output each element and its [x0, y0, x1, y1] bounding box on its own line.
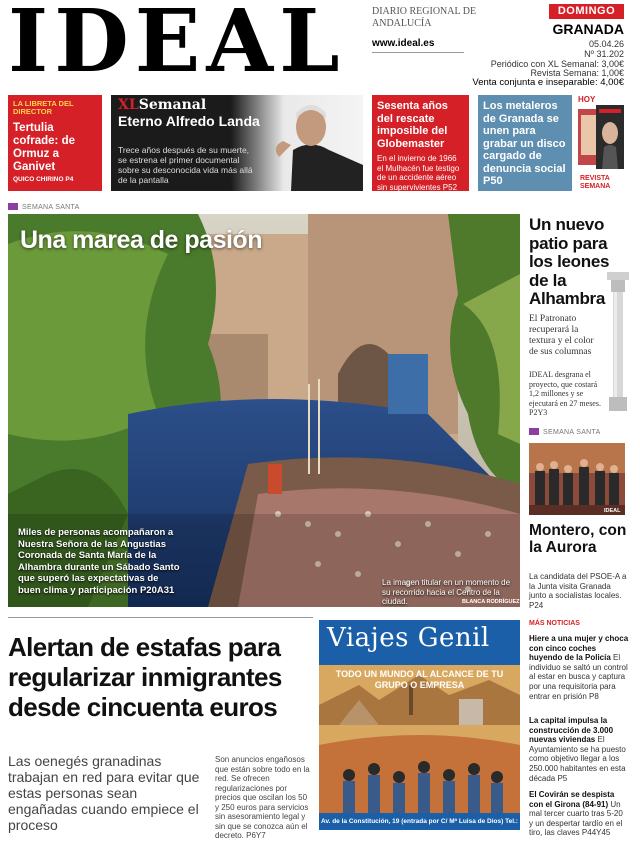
hoy-magazine-name: REVISTA SEMANA [580, 175, 611, 190]
revista-semana-teaser[interactable] [578, 95, 628, 195]
newspaper-logo: IDEAL [8, 0, 346, 92]
section-label: SEMANA SANTA [8, 203, 80, 211]
teaser-author: QUICO CHIRINO P4 [13, 176, 74, 183]
lead-headline[interactable]: Alertan de estafas para regularizar inmigrantes desde cincuenta euros [8, 632, 282, 722]
news-item[interactable]: La capital impulsa la construcción de 3.000 nuevas viviendas El Ayuntamiento se ha puesto como objetivo llegar a los 250.000 habitantes en esta década P5 [529, 716, 626, 783]
section-label: SEMANA SANTA [529, 428, 601, 436]
teaser-title: Sesenta años del rescate imposible del Globemaster [377, 100, 448, 150]
ad-brand: Viajes Genil [327, 623, 490, 653]
day-badge: DOMINGO [549, 4, 624, 19]
ad-address: Av. de la Constitución, 19 (entrada por C/ Mª Luisa de Dios) Tel.: 958 275 200 [319, 813, 520, 830]
photo-caption-secondary: La imagen titular en un momento de su recorrido hacia el Centro de la ciudad. [382, 578, 511, 606]
alhambra-body: IDEAL desgrana el proyecto, que costará 1,2 millones y se ejecutará en 27 meses. P2Y3 [529, 370, 601, 417]
alhambra-headline[interactable]: Un nuevo patio para los leones de la Alhambra [529, 215, 610, 308]
montero-headline[interactable]: Montero, con la Aurora [529, 522, 627, 556]
issue-date: 05.04.26 [588, 39, 624, 49]
photo-caption: Miles de personas acompañaron a Nuestra Señora de las Angustias Coronada de Santa María de la Alhambra durante un Sábado Santo que superó las expectativas de buen clima y participación P20A31 [18, 527, 180, 596]
news-item[interactable]: Hiere a una mujer y choca con cinco coches huyendo de la Policía El individuo se saltó un control al estar en busca y captura por una requisitoria para entrar en prisión P8 [529, 634, 629, 701]
site-url[interactable]: www.ideal.es [372, 38, 435, 49]
montero-desc: La candidata del PSOE-A a la Junta visita Granada junto a socialistas locales. P24 [529, 572, 627, 610]
news-item[interactable]: El Covirán se despista con el Girona (84-91) Un mal tercer cuarto tras 5-20 y un despertar tardío en el tiro, las claves P44Y45 [529, 790, 623, 838]
hoy-label: HOY [578, 95, 596, 104]
teaser-desc: Trece años después de su muerte, se estrena el primer documental sobre su desconocida vida más allá de la pantalla [118, 145, 253, 185]
photo-credit: BLANCA RODRÍGUEZ [462, 599, 520, 605]
ad-slogan: TODO UN MUNDO AL ALCANCE DE TU GRUPO O EMPRESA [335, 669, 504, 690]
more-news-label: MÁS NOTICIAS [529, 620, 580, 627]
edition-city: GRANADA [552, 21, 624, 37]
masthead-divider [372, 52, 464, 53]
magazine-covers [578, 105, 624, 173]
column-illustration [605, 272, 631, 412]
price-line: Revista Semana: 1,00€ [530, 68, 624, 78]
image-label: IDEAL [604, 508, 621, 514]
teaser-kicker: LA LIBRETA DEL DIRECTOR [13, 99, 74, 116]
price-line: Periódico con XL Semanal: 3,00€ [490, 59, 624, 69]
photo-headline[interactable]: Una marea de pasión [20, 226, 262, 254]
teaser-globemaster[interactable] [372, 95, 469, 191]
alhambra-subhead: El Patronato recuperará la textura y el color de sus columnas [529, 314, 594, 357]
lead-subhead: Las oenegés granadinas trabajan en red para evitar que estas personas sean engañadas cuando empiece el proceso [8, 753, 200, 833]
teaser-libreta[interactable] [8, 95, 102, 191]
issue-number: Nº 31.202 [584, 49, 624, 59]
lead-body: Son anuncios engañosos que están sobre todo en la red. Se ofrecen regularizaciones por precios que oscilan los 50 y 250 euros para servicios sin asesoramiento legal y sin que se conozca aún el decreto. P6Y7 [215, 755, 310, 840]
teaser-title: Los metaleros de Granada se unen para grabar un disco cargado de denuncia social P50 [483, 100, 566, 187]
teaser-desc: En el invierno de 1966 el Mulhacén fue testigo de un accidente aéreo sin supervivientes P52 [377, 154, 460, 192]
viajes-genil-ad[interactable] [319, 620, 520, 842]
xl-brand: XLSemanal [118, 97, 207, 113]
price-line: Venta conjunta e inseparable: 4,00€ [472, 77, 624, 88]
teaser-xl-semanal[interactable] [111, 95, 363, 191]
teaser-title: Eterno Alfredo Landa [118, 113, 260, 129]
divider [8, 617, 313, 618]
tagline: DIARIO REGIONAL DE ANDALUCÍA [372, 6, 477, 29]
montero-photo[interactable] [529, 443, 625, 515]
teaser-title: Tertulia cofrade: de Ormuz a Ganivet [13, 122, 75, 173]
teaser-metaleros[interactable] [478, 95, 572, 191]
